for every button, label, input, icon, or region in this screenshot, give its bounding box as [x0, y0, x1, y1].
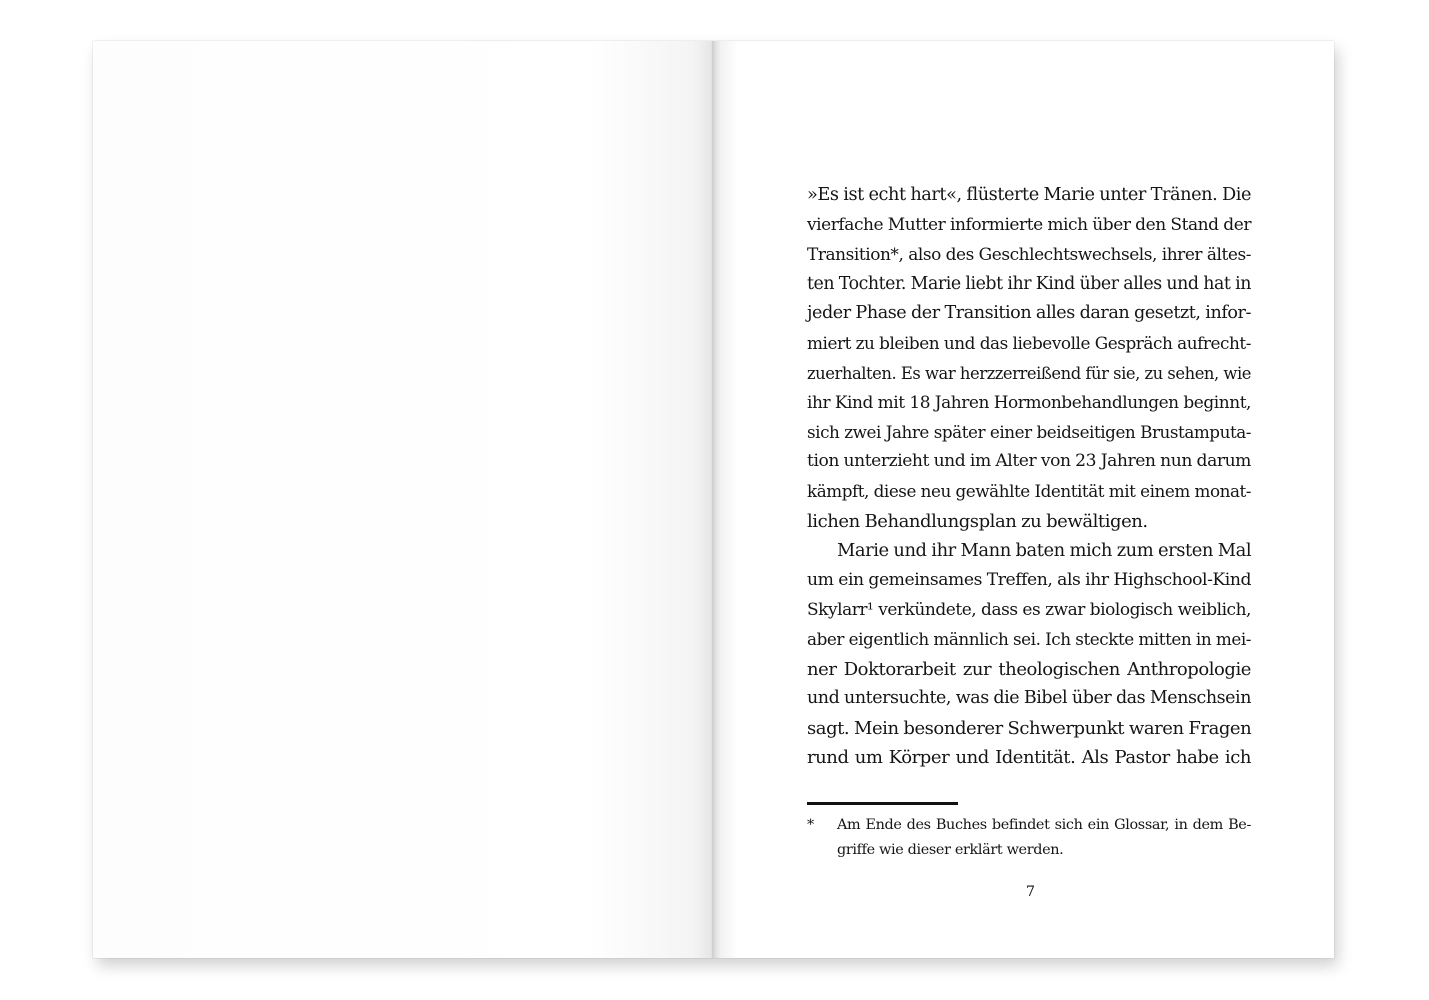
text-line: zuerhalten. Es war herzzerreißend für sie, zu sehen, wie: [807, 363, 1251, 383]
footnote-line: griffe wie dieser erklärt werden.: [837, 842, 1064, 858]
text-line: sagt. Mein besonderer Schwerpunkt waren Fragen: [807, 717, 1252, 739]
text-line: jeder Phase der Transition alles daran gesetzt, infor-: [807, 303, 1251, 324]
text-line: und untersuchte, was die Bibel über das Menschsein: [807, 688, 1251, 709]
text-line: ner Doktorarbeit zur theologischen Anthropologie: [807, 658, 1251, 680]
left-page-blank: [93, 41, 713, 958]
text-line: Transition*, also des Geschlechtswechsels, ihrer ältes-: [807, 244, 1251, 265]
text-line: ihr Kind mit 18 Jahren Hormonbehandlungen beginnt,: [807, 392, 1251, 413]
text-line: Marie und ihr Mann baten mich zum ersten Mal: [837, 540, 1252, 562]
page-number: 7: [1025, 884, 1036, 900]
text-line: um ein gemeinsames Treffen, als ihr Highschool-Kind: [807, 569, 1251, 590]
text-line: aber eigentlich männlich sei. Ich steckte mitten in mei-: [807, 628, 1251, 649]
book-gutter: [711, 41, 715, 958]
text-line: vierfache Mutter informierte mich über den Stand der: [807, 214, 1251, 235]
text-line: tion unterzieht und im Alter von 23 Jahren nun darum: [807, 451, 1251, 472]
text-line: lichen Behandlungsplan zu bewältigen.: [807, 510, 1148, 532]
right-page: [713, 41, 1334, 958]
footnote-rule: [807, 802, 958, 805]
book-spread: [93, 41, 1334, 958]
footnote-marker: *: [807, 817, 814, 833]
text-line: miert zu bleiben und das liebevolle Gespräch aufrecht-: [807, 332, 1251, 353]
footnote: [807, 813, 1251, 863]
text-line: ten Tochter. Marie liebt ihr Kind über alles und hat in: [807, 273, 1251, 294]
text-line: sich zwei Jahre später einer beidseitigen Brustamputa-: [807, 421, 1251, 442]
text-line: »Es ist echt hart«, flüsterte Marie unter Tränen. Die: [807, 185, 1251, 205]
text-line: kämpft, diese neu gewählte Identität mit einem monat-: [807, 480, 1251, 501]
footnote-text: [837, 813, 1251, 863]
text-line: Skylarr¹ verkündete, dass es zwar biologisch weiblich,: [807, 599, 1251, 620]
text-line: rund um Körper und Identität. Als Pastor habe ich: [807, 747, 1251, 769]
body-text: [807, 181, 1251, 773]
footnote-line: Am Ende des Buches befindet sich ein Glossar, in dem Be-: [837, 817, 1251, 833]
